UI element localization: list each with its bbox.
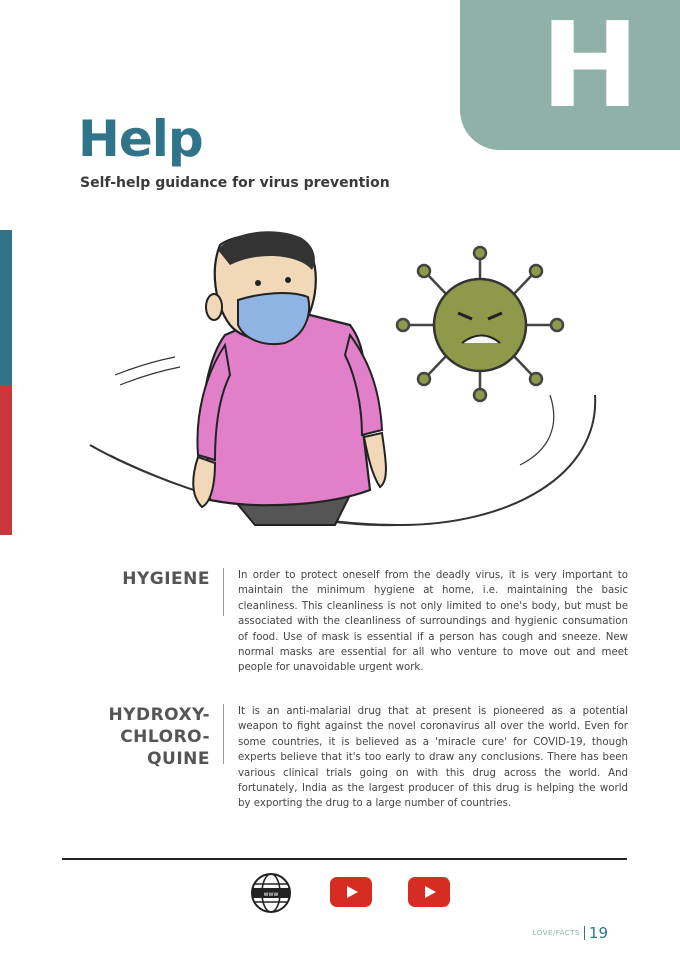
masked-man-and-virus-illustration bbox=[80, 225, 620, 545]
section-body-hydroxychloroquine: It is an anti-malarial drug that at present is pioneered as a potential weapon to fight against the novel coronavirus all over the world. Even for some countries, it is believed as a 'miracle cure' for COVID-19, though experts believe that it's too early to draw any conclusions. There has been various clinical trials going on with this drug across the world. And fortunately, India as the largest producer of this drug is helping the world by exporting the drug to a large number of countries. bbox=[238, 706, 628, 810]
svg-text:www: www bbox=[263, 891, 279, 898]
side-accent-teal bbox=[0, 230, 12, 385]
youtube-icon[interactable] bbox=[330, 877, 372, 907]
section-heading-hydroxychloroquine bbox=[60, 704, 210, 770]
section-divider bbox=[223, 568, 224, 616]
section-body-hygiene: In order to protect oneself from the deadly virus, it is very important to maintain the minimum hygiene at home, i.e. maintaining the basic cleanliness. This cleanliness is not only limited to one's body, but must be associated with the cleanliness of surroundings and hygienic consumation of food. Use of mask is essential if a person has cough and sneeze. New normal masks are essential for all who venture to move out and meet people for unavoidable urgent work. bbox=[238, 570, 628, 674]
heading-line: QUINE bbox=[147, 749, 210, 769]
page-title: Help bbox=[78, 110, 203, 168]
globe-icon[interactable] bbox=[250, 872, 292, 914]
section-letter: H bbox=[540, 0, 640, 134]
folio-separator bbox=[584, 926, 585, 940]
page-number: 19 bbox=[588, 924, 608, 942]
heading-line: CHLORO- bbox=[120, 727, 210, 747]
page-subtitle: Self-help guidance for virus prevention bbox=[80, 175, 390, 191]
section-divider bbox=[223, 704, 224, 764]
side-accent-red bbox=[0, 385, 12, 535]
folio-brand-mark: LOVE/FACTS bbox=[532, 929, 580, 937]
section-letter-tab bbox=[460, 0, 680, 150]
section-heading-hygiene: HYGIENE bbox=[122, 569, 210, 589]
page-folio bbox=[533, 924, 608, 942]
youtube-icon[interactable] bbox=[408, 877, 450, 907]
footer-rule bbox=[62, 858, 627, 860]
heading-line: HYDROXY- bbox=[108, 705, 210, 725]
